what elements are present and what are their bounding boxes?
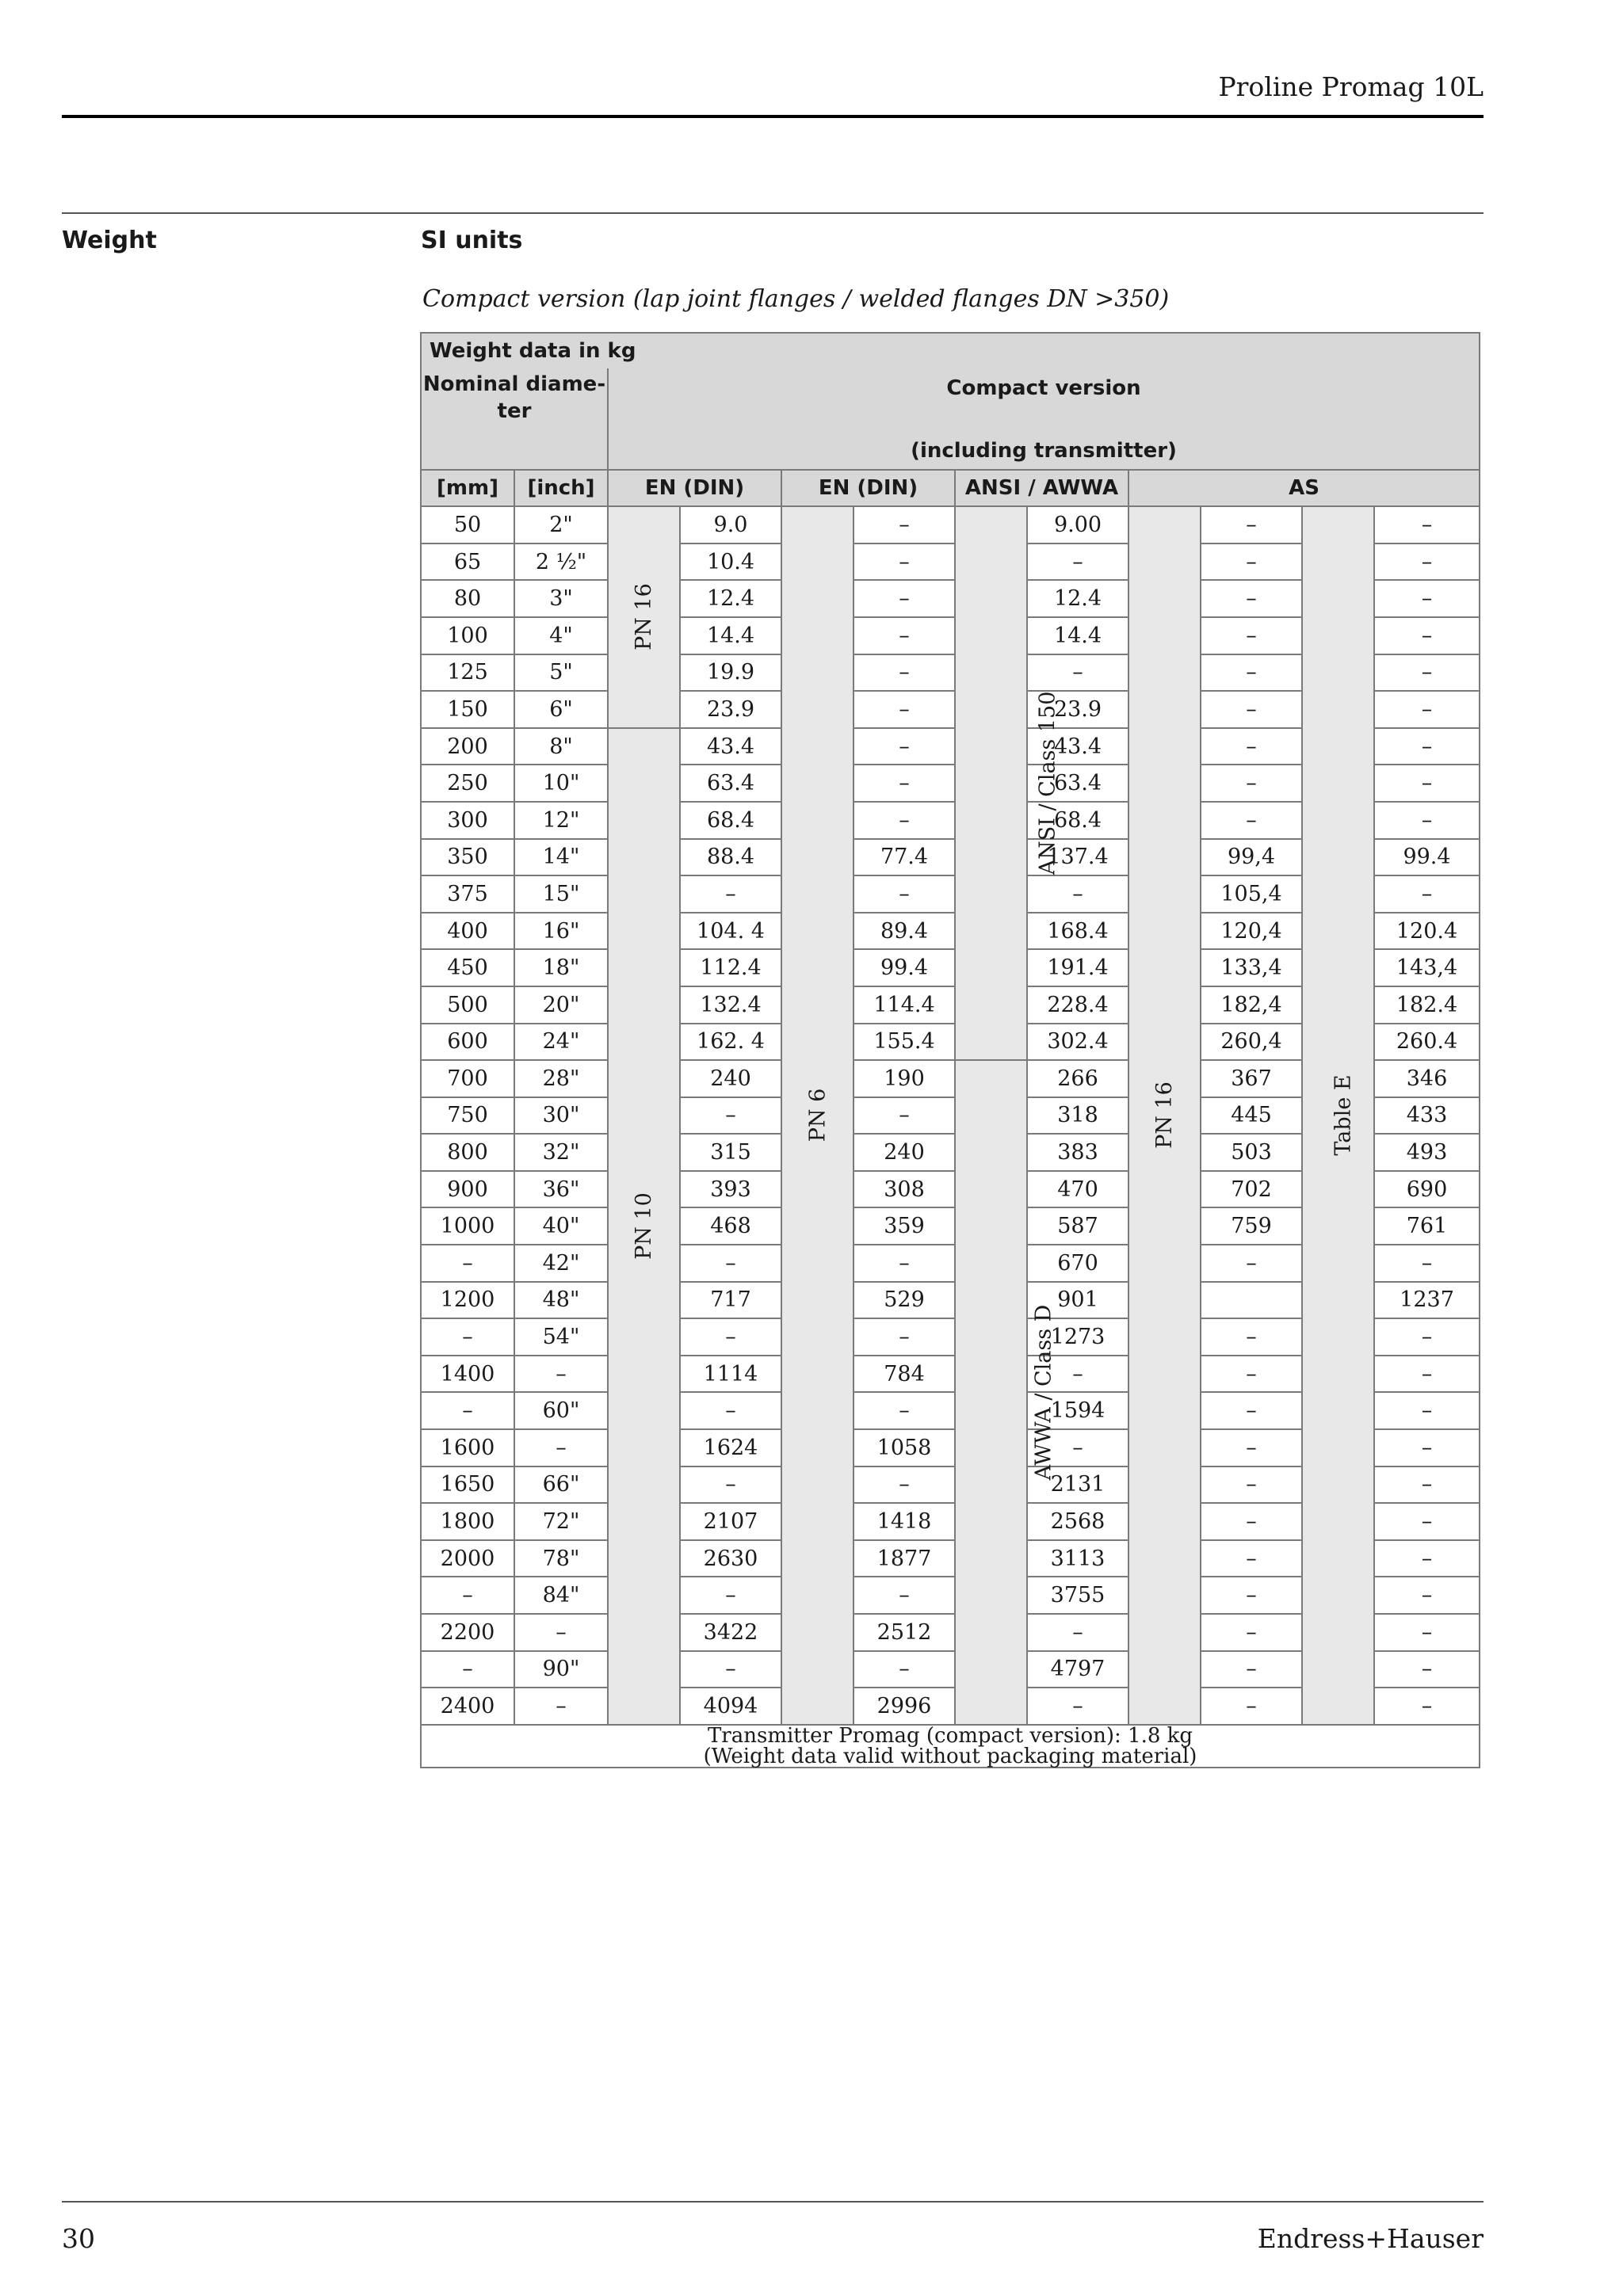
cell-ansi-awwa: 670 [1027, 1245, 1128, 1282]
cell-as-pn16: – [1201, 1392, 1302, 1429]
cell-as-table-e: – [1374, 543, 1480, 581]
cell-en-din-2: – [854, 765, 955, 802]
cell-ansi-awwa: 14.4 [1027, 617, 1128, 654]
cell-en-din-1: 10.4 [680, 543, 781, 581]
cell-en-din-2: 1877 [854, 1540, 955, 1577]
cell-as-table-e: – [1374, 1688, 1480, 1725]
label-pn6 [781, 506, 854, 1725]
cell-mm: 350 [421, 839, 514, 876]
cell-as-table-e: – [1374, 1466, 1480, 1504]
cell-inch: 4" [514, 617, 608, 654]
weight-table [420, 332, 1480, 1768]
cell-ansi-awwa: 3113 [1027, 1540, 1128, 1577]
cell-en-din-1: 1624 [680, 1429, 781, 1466]
col-header-en-din-1: EN (DIN) [608, 470, 781, 507]
cell-inch: 6" [514, 691, 608, 728]
cell-ansi-awwa: 12.4 [1027, 580, 1128, 617]
cell-en-din-2: 1418 [854, 1503, 955, 1540]
cell-ansi-awwa: – [1027, 543, 1128, 581]
cell-as-table-e: – [1374, 1651, 1480, 1688]
cell-as-table-e: 1237 [1374, 1282, 1480, 1319]
label-table-e [1302, 506, 1374, 1725]
table-header [421, 333, 1480, 506]
cell-as-pn16: – [1201, 617, 1302, 654]
cell-mm: 1800 [421, 1503, 514, 1540]
cell-en-din-1: 3422 [680, 1614, 781, 1651]
label-pn16-as-text: PN 16 [1151, 1081, 1177, 1150]
cell-en-din-2: 114.4 [854, 986, 955, 1024]
footer-brand: Endress+Hauser [1257, 2223, 1484, 2254]
cell-as-table-e: – [1374, 1503, 1480, 1540]
cell-as-table-e: – [1374, 1614, 1480, 1651]
cell-en-din-2: – [854, 728, 955, 765]
cell-as-pn16: 445 [1201, 1097, 1302, 1135]
cell-en-din-1: 112.4 [680, 949, 781, 986]
cell-as-table-e: – [1374, 765, 1480, 802]
cell-mm: 450 [421, 949, 514, 986]
col-header-as: AS [1128, 470, 1480, 507]
cell-as-table-e: 120.4 [1374, 913, 1480, 950]
cell-ansi-awwa: 43.4 [1027, 728, 1128, 765]
label-pn16-en [608, 506, 680, 728]
cell-inch: 10" [514, 765, 608, 802]
label-awwa-classd-text: AWWA / Class D [1031, 1304, 1056, 1481]
footnote-transmitter: Transmitter Promag (compact version): 1.8 kg [707, 1723, 1193, 1748]
cell-en-din-1: 63.4 [680, 765, 781, 802]
label-pn10-text: PN 10 [631, 1192, 656, 1261]
cell-as-table-e: – [1374, 1392, 1480, 1429]
cell-as-table-e: – [1374, 802, 1480, 839]
cell-en-din-1: 717 [680, 1282, 781, 1319]
cell-inch: 32" [514, 1134, 608, 1171]
cell-en-din-2: 2512 [854, 1614, 955, 1651]
label-pn10 [608, 728, 680, 1725]
cell-as-pn16: 367 [1201, 1060, 1302, 1097]
cell-en-din-2: 240 [854, 1134, 955, 1171]
cell-mm: 150 [421, 691, 514, 728]
cell-en-din-2: – [854, 654, 955, 692]
table-caption: Weight data in kg [421, 333, 1480, 368]
cell-as-table-e: 433 [1374, 1097, 1480, 1135]
cell-as-pn16 [1201, 1282, 1302, 1319]
cell-inch: 78" [514, 1540, 608, 1577]
cell-ansi-awwa: – [1027, 1614, 1128, 1651]
cell-en-din-1: – [680, 1318, 781, 1356]
cell-en-din-2: – [854, 543, 955, 581]
cell-en-din-2: 1058 [854, 1429, 955, 1466]
cell-mm: 200 [421, 728, 514, 765]
cell-inch: 30" [514, 1097, 608, 1135]
cell-as-table-e: 99.4 [1374, 839, 1480, 876]
label-pn16-as [1128, 506, 1201, 1725]
cell-en-din-1: – [680, 875, 781, 913]
cell-mm: 80 [421, 580, 514, 617]
cell-inch: 36" [514, 1171, 608, 1208]
cell-mm: 2000 [421, 1540, 514, 1577]
cell-mm: 1650 [421, 1466, 514, 1504]
cell-en-din-2: – [854, 580, 955, 617]
cell-ansi-awwa: 470 [1027, 1171, 1128, 1208]
cell-inch: – [514, 1688, 608, 1725]
footnote-packaging: (Weight data valid without packaging material) [703, 1744, 1197, 1768]
cell-en-din-1: 2630 [680, 1540, 781, 1577]
cell-as-table-e: 260.4 [1374, 1024, 1480, 1061]
cell-en-din-1: 4094 [680, 1688, 781, 1725]
cell-en-din-1: 43.4 [680, 728, 781, 765]
cell-ansi-awwa: 1273 [1027, 1318, 1128, 1356]
cell-inch: 14" [514, 839, 608, 876]
cell-ansi-awwa: 191.4 [1027, 949, 1128, 986]
cell-as-table-e: 690 [1374, 1171, 1480, 1208]
cell-inch: 84" [514, 1577, 608, 1614]
cell-en-din-1: 1114 [680, 1356, 781, 1393]
cell-as-table-e: 493 [1374, 1134, 1480, 1171]
cell-as-pn16: 99,4 [1201, 839, 1302, 876]
cell-mm: 100 [421, 617, 514, 654]
cell-mm: 700 [421, 1060, 514, 1097]
cell-en-din-1: 162. 4 [680, 1024, 781, 1061]
cell-en-din-2: 2996 [854, 1688, 955, 1725]
cell-as-table-e: 182.4 [1374, 986, 1480, 1024]
cell-inch: 2 ½" [514, 543, 608, 581]
cell-inch: 54" [514, 1318, 608, 1356]
cell-as-pn16: 260,4 [1201, 1024, 1302, 1061]
cell-en-din-2: – [854, 1577, 955, 1614]
cell-mm: 750 [421, 1097, 514, 1135]
cell-en-din-1: 240 [680, 1060, 781, 1097]
cell-en-din-1: 23.9 [680, 691, 781, 728]
cell-inch: 15" [514, 875, 608, 913]
cell-as-table-e: – [1374, 1577, 1480, 1614]
cell-as-pn16: – [1201, 1651, 1302, 1688]
section-heading: SI units [421, 227, 523, 254]
cell-as-pn16: – [1201, 580, 1302, 617]
cell-inch: 24" [514, 1024, 608, 1061]
cell-as-table-e: 761 [1374, 1207, 1480, 1245]
cell-en-din-2: – [854, 506, 955, 543]
cell-as-pn16: – [1201, 1503, 1302, 1540]
cell-ansi-awwa: 1594 [1027, 1392, 1128, 1429]
cell-inch: 18" [514, 949, 608, 986]
cell-ansi-awwa: 901 [1027, 1282, 1128, 1319]
cell-inch: 8" [514, 728, 608, 765]
cell-en-din-2: – [854, 1245, 955, 1282]
cell-ansi-awwa: – [1027, 1688, 1128, 1725]
cell-mm: 600 [421, 1024, 514, 1061]
cell-ansi-awwa: 3755 [1027, 1577, 1128, 1614]
cell-ansi-awwa: 63.4 [1027, 765, 1128, 802]
cell-mm: – [421, 1651, 514, 1688]
cell-as-table-e: – [1374, 1245, 1480, 1282]
cell-as-table-e: 143,4 [1374, 949, 1480, 986]
cell-ansi-awwa: – [1027, 654, 1128, 692]
cell-mm: 375 [421, 875, 514, 913]
table-footnote [421, 1725, 1480, 1768]
cell-mm: 800 [421, 1134, 514, 1171]
cell-mm: 65 [421, 543, 514, 581]
cell-as-pn16: – [1201, 1466, 1302, 1504]
cell-ansi-awwa: 266 [1027, 1060, 1128, 1097]
cell-as-table-e: – [1374, 875, 1480, 913]
cell-ansi-awwa: 383 [1027, 1134, 1128, 1171]
label-table-e-text: Table E [1331, 1074, 1356, 1157]
cell-ansi-awwa: 2568 [1027, 1503, 1128, 1540]
cell-mm: 1400 [421, 1356, 514, 1393]
cell-mm: 2200 [421, 1614, 514, 1651]
cell-as-pn16: – [1201, 728, 1302, 765]
cell-mm: 1200 [421, 1282, 514, 1319]
cell-ansi-awwa: 2131 [1027, 1466, 1128, 1504]
cell-mm: 500 [421, 986, 514, 1024]
cell-as-pn16: – [1201, 765, 1302, 802]
cell-as-pn16: – [1201, 1429, 1302, 1466]
cell-as-table-e: – [1374, 1540, 1480, 1577]
table-footer [421, 1725, 1480, 1768]
cell-en-din-1: 393 [680, 1171, 781, 1208]
cell-en-din-2: – [854, 1651, 955, 1688]
cell-en-din-2: 529 [854, 1282, 955, 1319]
cell-as-pn16: – [1201, 1356, 1302, 1393]
col-header-inch: [inch] [514, 470, 608, 507]
cell-as-pn16: – [1201, 802, 1302, 839]
cell-ansi-awwa: 228.4 [1027, 986, 1128, 1024]
cell-inch: 3" [514, 580, 608, 617]
cell-as-table-e: – [1374, 506, 1480, 543]
cell-en-din-2: 77.4 [854, 839, 955, 876]
cell-as-pn16: – [1201, 1577, 1302, 1614]
cell-ansi-awwa: 587 [1027, 1207, 1128, 1245]
cell-as-pn16: – [1201, 654, 1302, 692]
cell-inch: 42" [514, 1245, 608, 1282]
col-header-en-din-2: EN (DIN) [781, 470, 955, 507]
cell-en-din-1: 68.4 [680, 802, 781, 839]
label-pn6-text: PN 6 [805, 1089, 830, 1142]
cell-as-pn16: – [1201, 1540, 1302, 1577]
cell-en-din-1: 315 [680, 1134, 781, 1171]
cell-as-pn16: – [1201, 1614, 1302, 1651]
cell-en-din-1: 9.0 [680, 506, 781, 543]
cell-mm: – [421, 1392, 514, 1429]
cell-mm: – [421, 1577, 514, 1614]
cell-as-pn16: – [1201, 1688, 1302, 1725]
cell-ansi-awwa: 137.4 [1027, 839, 1128, 876]
cell-en-din-1: 14.4 [680, 617, 781, 654]
cell-en-din-2: 99.4 [854, 949, 955, 986]
cell-as-table-e: – [1374, 728, 1480, 765]
compact-version-header: Compact version [608, 368, 1480, 433]
cell-mm: 50 [421, 506, 514, 543]
cell-as-pn16: 120,4 [1201, 913, 1302, 950]
section-label: Weight [62, 227, 157, 254]
page-number: 30 [62, 2223, 95, 2254]
table-row [421, 506, 1480, 543]
cell-as-table-e: – [1374, 1429, 1480, 1466]
cell-as-table-e: – [1374, 617, 1480, 654]
col-header-mm: [mm] [421, 470, 514, 507]
cell-as-pn16: 503 [1201, 1134, 1302, 1171]
cell-ansi-awwa: 168.4 [1027, 913, 1128, 950]
cell-ansi-awwa: 318 [1027, 1097, 1128, 1135]
cell-en-din-1: 132.4 [680, 986, 781, 1024]
label-ansi-class150 [955, 506, 1060, 1060]
cell-inch: 60" [514, 1392, 608, 1429]
cell-as-table-e: 346 [1374, 1060, 1480, 1097]
cell-as-pn16: – [1201, 506, 1302, 543]
document-header-title: Proline Promag 10L [1218, 71, 1484, 102]
cell-mm: 900 [421, 1171, 514, 1208]
footer-rule [62, 2201, 1484, 2203]
cell-en-din-1: 468 [680, 1207, 781, 1245]
cell-mm: 400 [421, 913, 514, 950]
cell-inch: 66" [514, 1466, 608, 1504]
cell-ansi-awwa: 302.4 [1027, 1024, 1128, 1061]
cell-en-din-2: – [854, 617, 955, 654]
cell-as-table-e: – [1374, 1318, 1480, 1356]
cell-ansi-awwa: – [1027, 1429, 1128, 1466]
cell-inch: 72" [514, 1503, 608, 1540]
cell-en-din-2: – [854, 875, 955, 913]
cell-ansi-awwa: – [1027, 875, 1128, 913]
cell-as-pn16: 133,4 [1201, 949, 1302, 986]
cell-en-din-1: 19.9 [680, 654, 781, 692]
cell-en-din-1: 88.4 [680, 839, 781, 876]
cell-inch: 12" [514, 802, 608, 839]
cell-en-din-2: 359 [854, 1207, 955, 1245]
cell-en-din-1: 104. 4 [680, 913, 781, 950]
cell-as-pn16: 182,4 [1201, 986, 1302, 1024]
cell-as-table-e: – [1374, 691, 1480, 728]
label-pn16-en-text: PN 16 [631, 583, 656, 651]
cell-inch: 48" [514, 1282, 608, 1319]
cell-inch: – [514, 1429, 608, 1466]
section-rule [62, 212, 1484, 214]
cell-mm: 1000 [421, 1207, 514, 1245]
label-ansi-class150-text: ANSI / Class 150 [1035, 691, 1060, 875]
table-body [421, 506, 1480, 1725]
label-awwa-classd [955, 1060, 1056, 1725]
weight-table-container [420, 332, 1479, 1792]
cell-as-pn16: 759 [1201, 1207, 1302, 1245]
cell-mm: 125 [421, 654, 514, 692]
cell-en-din-2: 308 [854, 1171, 955, 1208]
cell-en-din-2: – [854, 1466, 955, 1504]
cell-en-din-2: – [854, 1097, 955, 1135]
cell-inch: 20" [514, 986, 608, 1024]
cell-mm: 1600 [421, 1429, 514, 1466]
cell-as-pn16: – [1201, 1318, 1302, 1356]
cell-ansi-awwa: 68.4 [1027, 802, 1128, 839]
cell-inch: – [514, 1614, 608, 1651]
cell-ansi-awwa: – [1027, 1356, 1128, 1393]
including-transmitter-header: (including transmitter) [608, 433, 1480, 470]
cell-ansi-awwa: 4797 [1027, 1651, 1128, 1688]
cell-as-table-e: – [1374, 654, 1480, 692]
cell-as-pn16: 105,4 [1201, 875, 1302, 913]
cell-inch: 5" [514, 654, 608, 692]
cell-en-din-1: 2107 [680, 1503, 781, 1540]
cell-as-table-e: – [1374, 1356, 1480, 1393]
cell-en-din-1: – [680, 1651, 781, 1688]
cell-as-pn16: – [1201, 543, 1302, 581]
cell-inch: 2" [514, 506, 608, 543]
cell-inch: 40" [514, 1207, 608, 1245]
section-subheading: Compact version (lap joint flanges / welded flanges DN >350) [422, 285, 1170, 313]
header-rule [62, 115, 1484, 118]
cell-as-table-e: – [1374, 580, 1480, 617]
cell-mm: 300 [421, 802, 514, 839]
cell-inch: – [514, 1356, 608, 1393]
cell-en-din-1: – [680, 1245, 781, 1282]
cell-mm: – [421, 1245, 514, 1282]
cell-en-din-2: 89.4 [854, 913, 955, 950]
cell-en-din-1: – [680, 1097, 781, 1135]
cell-en-din-1: – [680, 1466, 781, 1504]
nominal-diameter-header: Nominal diame- ter [421, 368, 608, 433]
cell-en-din-2: 190 [854, 1060, 955, 1097]
cell-as-pn16: 702 [1201, 1171, 1302, 1208]
cell-en-din-1: – [680, 1392, 781, 1429]
cell-en-din-2: – [854, 1318, 955, 1356]
cell-mm: 2400 [421, 1688, 514, 1725]
cell-en-din-2: 784 [854, 1356, 955, 1393]
cell-as-pn16: – [1201, 1245, 1302, 1282]
cell-en-din-1: – [680, 1577, 781, 1614]
cell-en-din-2: 155.4 [854, 1024, 955, 1061]
cell-inch: 16" [514, 913, 608, 950]
cell-inch: 28" [514, 1060, 608, 1097]
cell-ansi-awwa: 9.00 [1027, 506, 1128, 543]
cell-mm: 250 [421, 765, 514, 802]
cell-inch: 90" [514, 1651, 608, 1688]
cell-en-din-2: – [854, 802, 955, 839]
cell-en-din-2: – [854, 1392, 955, 1429]
cell-en-din-2: – [854, 691, 955, 728]
cell-ansi-awwa: 23.9 [1027, 691, 1128, 728]
cell-en-din-1: 12.4 [680, 580, 781, 617]
col-header-ansi-awwa: ANSI / AWWA [955, 470, 1128, 507]
cell-mm: – [421, 1318, 514, 1356]
cell-as-pn16: – [1201, 691, 1302, 728]
